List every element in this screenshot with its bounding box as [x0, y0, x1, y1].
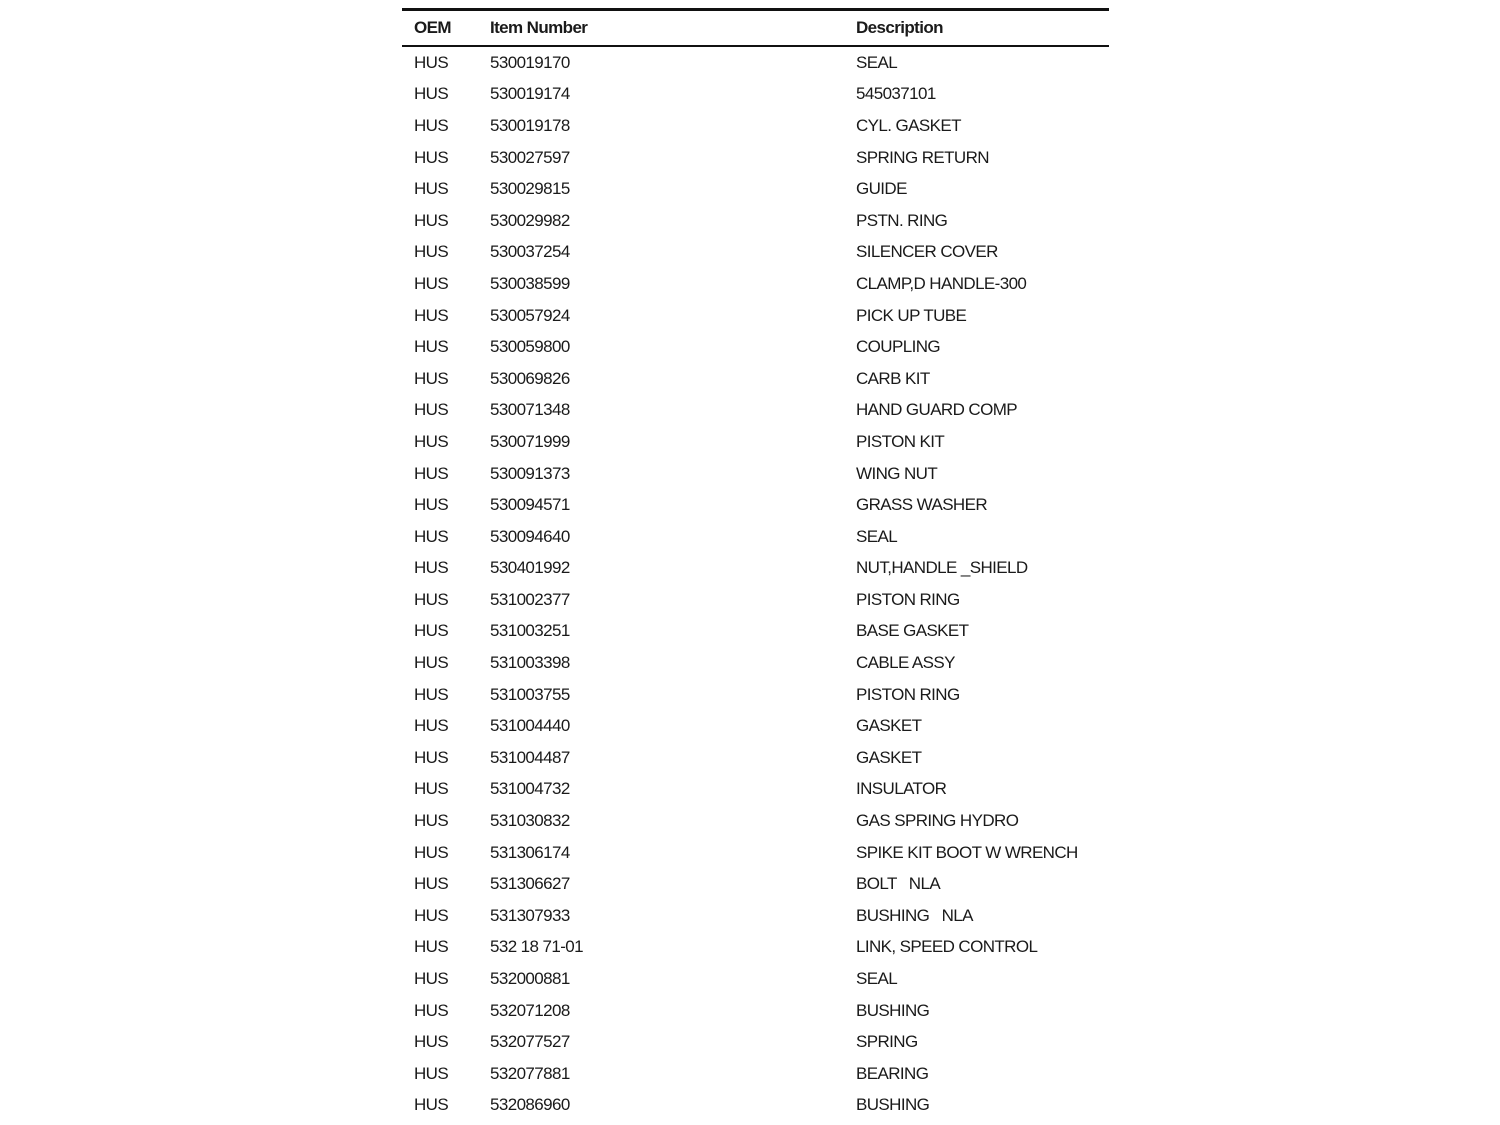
table-row [402, 1058, 1109, 1090]
table-row [402, 331, 1109, 363]
column-header-oem: OEM [402, 10, 490, 47]
table-row [402, 805, 1109, 837]
table-row [402, 584, 1109, 616]
cell-item-number: 532086960 [490, 1095, 570, 1115]
cell-oem: HUS [414, 811, 449, 831]
cell-oem: HUS [414, 400, 449, 420]
cell-description: BUSHING [856, 1095, 930, 1115]
table-row [402, 932, 1109, 964]
cell-item-number: 530019174 [490, 84, 570, 104]
cell-oem: HUS [414, 653, 449, 673]
cell-item-number: 531307933 [490, 905, 570, 925]
table-row [402, 837, 1109, 869]
cell-item-number: 530019178 [490, 115, 570, 135]
table-row [402, 900, 1109, 932]
table-row [402, 79, 1109, 111]
cell-item-number: 530071348 [490, 400, 570, 420]
cell-description: PICK UP TUBE [856, 305, 967, 325]
cell-description: INSULATOR [856, 779, 947, 799]
cell-item-number: 532000881 [490, 969, 570, 989]
cell-oem: HUS [414, 558, 449, 578]
cell-oem: HUS [414, 495, 449, 515]
table-row [402, 868, 1109, 900]
cell-description: GUIDE [856, 179, 907, 199]
parts-table [402, 8, 1109, 1121]
cell-oem: HUS [414, 716, 449, 736]
cell-description: GASKET [856, 716, 922, 736]
cell-oem: HUS [414, 779, 449, 799]
cell-oem: HUS [414, 842, 449, 862]
cell-oem: HUS [414, 1063, 449, 1083]
cell-oem: HUS [414, 147, 449, 167]
cell-item-number: 531004440 [490, 716, 570, 736]
table-row [402, 963, 1109, 995]
cell-item-number: 530094640 [490, 526, 570, 546]
cell-description: BUSHING [856, 1000, 930, 1020]
table-row [402, 268, 1109, 300]
cell-item-number: 530019170 [490, 52, 570, 72]
cell-item-number: 531003251 [490, 621, 570, 641]
table-row [402, 205, 1109, 237]
column-header-description: Description [856, 10, 1109, 47]
table-row [402, 395, 1109, 427]
cell-description: SPIKE KIT BOOT W WRENCH [856, 842, 1078, 862]
table-row [402, 710, 1109, 742]
cell-oem: HUS [414, 969, 449, 989]
cell-description: PSTN. RING [856, 210, 948, 230]
cell-oem: HUS [414, 937, 449, 957]
cell-item-number: 530029815 [490, 179, 570, 199]
cell-oem: HUS [414, 1095, 449, 1115]
cell-oem: HUS [414, 431, 449, 451]
cell-item-number: 531030832 [490, 811, 570, 831]
table-row [402, 742, 1109, 774]
cell-item-number: 532071208 [490, 1000, 570, 1020]
cell-oem: HUS [414, 242, 449, 262]
table-row [402, 1090, 1109, 1122]
cell-description: GAS SPRING HYDRO [856, 811, 1019, 831]
cell-description: BASE GASKET [856, 621, 969, 641]
cell-item-number: 530071999 [490, 431, 570, 451]
cell-oem: HUS [414, 305, 449, 325]
cell-item-number: 530069826 [490, 368, 570, 388]
table-row [402, 237, 1109, 269]
cell-item-number: 531003398 [490, 653, 570, 673]
cell-item-number: 531002377 [490, 589, 570, 609]
table-row [402, 774, 1109, 806]
cell-oem: HUS [414, 368, 449, 388]
cell-oem: HUS [414, 84, 449, 104]
table-row [402, 616, 1109, 648]
cell-oem: HUS [414, 905, 449, 925]
cell-item-number: 532 18 71-01 [490, 937, 583, 957]
cell-description: SEAL [856, 526, 898, 546]
cell-item-number: 530038599 [490, 273, 570, 293]
cell-description: SEAL [856, 969, 898, 989]
cell-oem: HUS [414, 1000, 449, 1020]
table-row [402, 995, 1109, 1027]
cell-item-number: 530029982 [490, 210, 570, 230]
cell-description: SILENCER COVER [856, 242, 998, 262]
cell-description: COUPLING [856, 337, 940, 357]
cell-description: PISTON RING [856, 589, 960, 609]
cell-oem: HUS [414, 463, 449, 483]
table-row [402, 142, 1109, 174]
cell-description: SPRING [856, 1032, 918, 1052]
cell-oem: HUS [414, 621, 449, 641]
cell-oem: HUS [414, 526, 449, 546]
cell-description: BOLT NLA [856, 874, 941, 894]
cell-item-number: 531003755 [490, 684, 570, 704]
cell-description: GRASS WASHER [856, 495, 988, 515]
cell-oem: HUS [414, 1032, 449, 1052]
table-header-row [402, 10, 1109, 47]
cell-description: PISTON RING [856, 684, 960, 704]
table-row [402, 300, 1109, 332]
cell-description: GASKET [856, 747, 922, 767]
cell-item-number: 530059800 [490, 337, 570, 357]
column-header-item-number: Item Number [490, 10, 856, 47]
table-row [402, 363, 1109, 395]
cell-oem: HUS [414, 273, 449, 293]
table-row [402, 521, 1109, 553]
table-row [402, 553, 1109, 585]
table-row [402, 173, 1109, 205]
cell-description: HAND GUARD COMP [856, 400, 1018, 420]
cell-item-number: 530094571 [490, 495, 570, 515]
cell-oem: HUS [414, 179, 449, 199]
cell-description: CYL. GASKET [856, 115, 961, 135]
table-row [402, 489, 1109, 521]
cell-description: WING NUT [856, 463, 938, 483]
table-row [402, 46, 1109, 79]
table-row [402, 679, 1109, 711]
cell-item-number: 531004732 [490, 779, 570, 799]
cell-description: CLAMP,D HANDLE-300 [856, 273, 1027, 293]
cell-description: LINK, SPEED CONTROL [856, 937, 1038, 957]
cell-description: 545037101 [856, 84, 936, 104]
cell-description: NUT,HANDLE _SHIELD [856, 558, 1028, 578]
cell-item-number: 531306174 [490, 842, 570, 862]
table-row [402, 458, 1109, 490]
table-row [402, 426, 1109, 458]
cell-item-number: 530401992 [490, 558, 570, 578]
cell-description: SEAL [856, 52, 898, 72]
cell-item-number: 531306627 [490, 874, 570, 894]
table-row [402, 1026, 1109, 1058]
cell-item-number: 530037254 [490, 242, 570, 262]
cell-description: PISTON KIT [856, 431, 945, 451]
cell-item-number: 530057924 [490, 305, 570, 325]
cell-oem: HUS [414, 747, 449, 767]
cell-item-number: 531004487 [490, 747, 570, 767]
table-row [402, 110, 1109, 142]
cell-item-number: 532077881 [490, 1063, 570, 1083]
table-body [402, 46, 1109, 1121]
cell-description: CABLE ASSY [856, 653, 955, 673]
cell-item-number: 532077527 [490, 1032, 570, 1052]
cell-oem: HUS [414, 115, 449, 135]
cell-description: SPRING RETURN [856, 147, 989, 167]
cell-oem: HUS [414, 684, 449, 704]
cell-oem: HUS [414, 337, 449, 357]
cell-oem: HUS [414, 874, 449, 894]
cell-description: BUSHING NLA [856, 905, 973, 925]
cell-oem: HUS [414, 589, 449, 609]
cell-description: CARB KIT [856, 368, 930, 388]
cell-description: BEARING [856, 1063, 929, 1083]
table-row [402, 647, 1109, 679]
cell-oem: HUS [414, 210, 449, 230]
cell-item-number: 530027597 [490, 147, 570, 167]
cell-item-number: 530091373 [490, 463, 570, 483]
cell-oem: HUS [414, 52, 449, 72]
